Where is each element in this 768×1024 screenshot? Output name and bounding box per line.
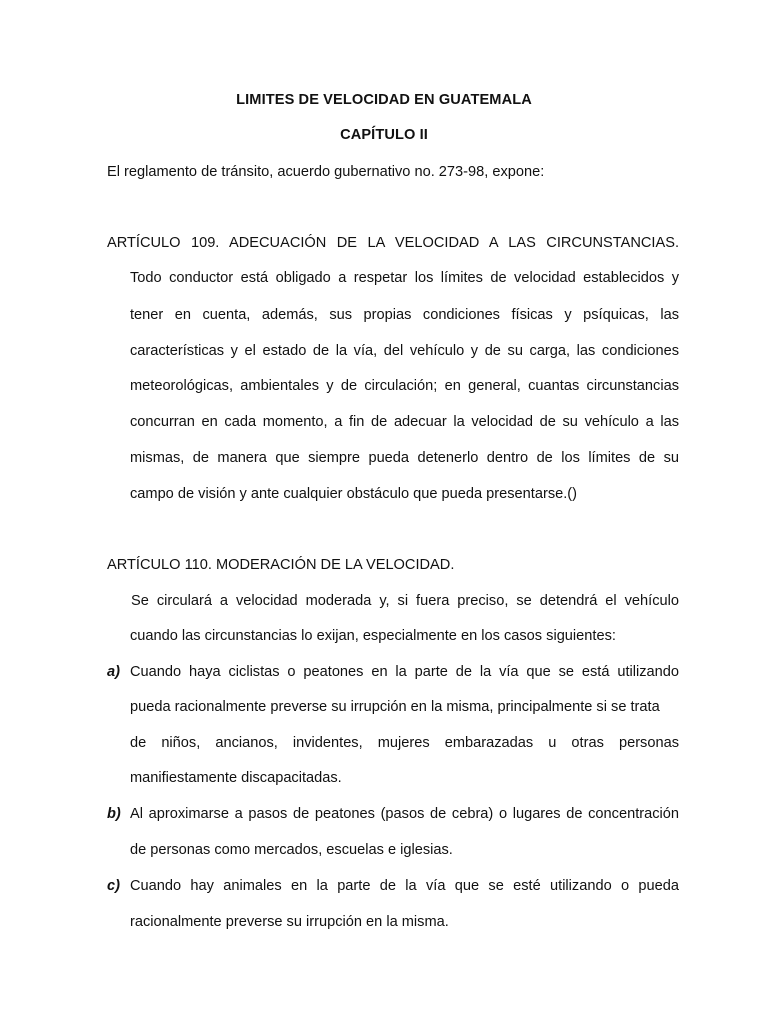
article-110-intro-line: cuando las circunstancias lo exijan, especialmente en los casos siguientes: [130, 628, 616, 644]
article-110-intro-line: Se circulará a velocidad moderada y, si fuera preciso, se detendrá el vehículo [131, 593, 679, 609]
article-109-line: meteorológicas, ambientales y de circulación; en general, cuantas circunstancias [130, 378, 679, 394]
list-item-a-line: manifiestamente discapacitadas. [130, 770, 342, 786]
list-item-c-line: racionalmente preverse su irrupción en la misma. [130, 914, 449, 930]
article-109-line: campo de visión y ante cualquier obstáculo que pueda presentarse.() [130, 486, 578, 502]
article-109-line: Todo conductor está obligado a respetar los límites de velocidad establecidos y [130, 270, 679, 286]
chapter-heading: CAPÍTULO II [340, 127, 428, 143]
article-110-heading: ARTÍCULO 110. MODERACIÓN DE LA VELOCIDAD. [107, 557, 455, 573]
list-item-a-line: Cuando haya ciclistas o peatones en la parte de la vía que se está utilizando [130, 664, 679, 680]
list-item-a-line: pueda racionalmente preverse su irrupción en la misma, principalmente si se trata [130, 699, 660, 715]
list-item-b-line: Al aproximarse a pasos de peatones (pasos de cebra) o lugares de concentración [130, 806, 679, 822]
list-marker-c: c) [107, 878, 120, 894]
list-item-a-line: de niños, ancianos, invidentes, mujeres embarazadas u otras personas [130, 735, 679, 751]
article-109-line: mismas, de manera que siempre pueda detenerlo dentro de los límites de su [130, 450, 679, 466]
intro-paragraph: El reglamento de tránsito, acuerdo gubernativo no. 273-98, expone: [107, 164, 545, 180]
article-109-heading: ARTÍCULO 109. ADECUACIÓN DE LA VELOCIDAD A LAS CIRCUNSTANCIAS. [107, 235, 679, 251]
list-item-b-line: de personas como mercados, escuelas e iglesias. [130, 842, 453, 858]
list-item-c-line: Cuando hay animales en la parte de la vía que se esté utilizando o pueda [130, 878, 679, 894]
article-109-line: concurran en cada momento, a fin de adecuar la velocidad de su vehículo a las [130, 414, 679, 430]
article-109-line: características y el estado de la vía, del vehículo y de su carga, las condiciones [130, 343, 679, 359]
article-109-line: tener en cuenta, además, sus propias condiciones físicas y psíquicas, las [130, 307, 679, 323]
list-marker-a: a) [107, 664, 120, 680]
list-marker-b: b) [107, 806, 121, 822]
document-title: LIMITES DE VELOCIDAD EN GUATEMALA [236, 92, 532, 108]
